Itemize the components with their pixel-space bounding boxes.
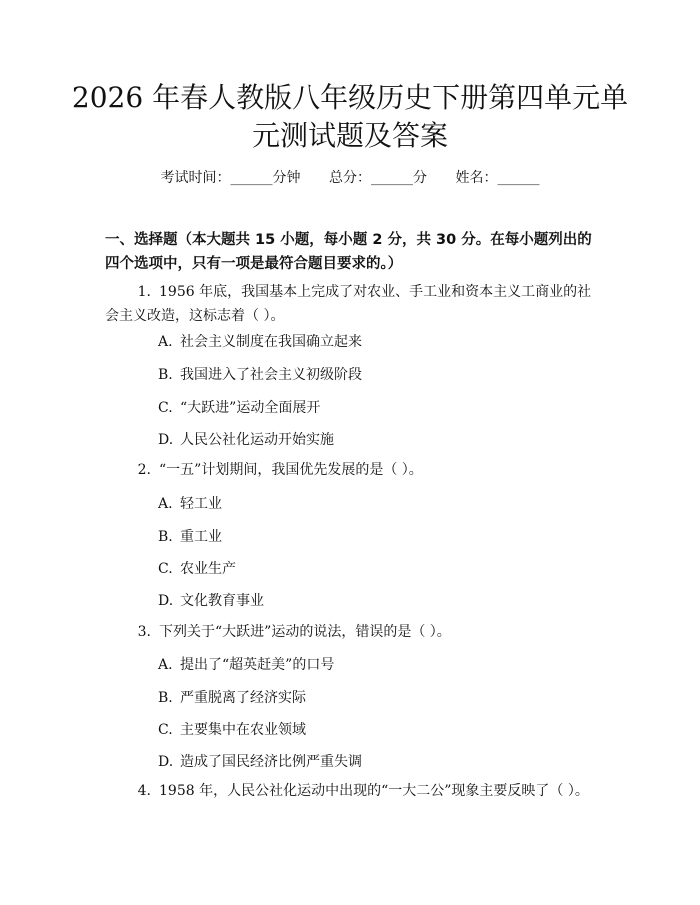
option-letter: B. [158,367,173,383]
document-title-line-2: 元测试题及答案 [251,119,448,152]
question-stem: 下列关于“大跃进”运动的说法，错误的是（ ）。 [159,624,451,640]
question-number: 4. [137,783,151,799]
option-text: 文化教育事业 [180,593,264,609]
option-letter: A. [158,334,173,350]
option-text: 我国进入了社会主义初级阶段 [180,367,362,383]
question-1-option-c [158,398,320,418]
option-text: 严重脱离了经济实际 [180,690,306,706]
question-1-option-a [158,332,362,352]
option-text: 主要集中在农业领域 [180,722,306,738]
question-2 [105,458,595,482]
question-stem: 1956 年底，我国基本上完成了对农业、手工业和资本主义工商业的社会主义改造，这标志着（ ）。 [105,284,592,324]
student-name-label: 姓名： [455,170,498,186]
option-letter: C. [158,561,173,577]
option-letter: A. [158,496,173,512]
option-text: 造成了国民经济比例严重失调 [180,754,362,770]
question-1-option-d [158,430,334,450]
question-2-option-a [158,494,222,514]
question-3-option-a [158,655,334,675]
question-3 [105,620,595,644]
option-letter: A. [158,657,173,673]
option-text: 重工业 [180,529,222,545]
option-letter: C. [158,400,173,416]
option-text: 提出了“超英赶美”的口号 [180,657,335,673]
option-letter: B. [158,690,173,706]
question-stem: 1958 年，人民公社化运动中出现的“一大二公”现象主要反映了（ ）。 [159,783,589,799]
exam-info-line [0,168,700,188]
question-number: 1. [137,284,151,300]
question-number: 2. [137,462,151,478]
student-name-field [455,170,539,186]
exam-time-blank: ______ [230,170,273,186]
option-letter: D. [158,432,174,448]
question-2-option-d [158,591,264,611]
exam-time-unit: 分钟 [272,170,301,186]
question-3-option-d [158,752,362,772]
document-title-line-1: 2026 年春人教版八年级历史下册第四单元单 [71,81,629,114]
exam-time-label: 考试时间： [160,170,231,186]
question-number: 3. [137,624,151,640]
option-letter: B. [158,529,173,545]
question-4 [105,779,605,803]
section-heading: 一、选择题（本大题共 15 小题，每小题 2 分，共 30 分。在每小题列出的四个选项中，只有一项是最符合题目要求的。） [105,232,592,272]
student-name-blank: ______ [497,170,540,186]
option-letter: D. [158,593,174,609]
question-3-option-b [158,688,306,708]
option-letter: D. [158,754,174,770]
question-1 [105,280,595,328]
option-text: 社会主义制度在我国确立起来 [180,334,362,350]
total-score-blank: ______ [371,170,413,186]
question-stem: “一五”计划期间，我国优先发展的是（ ）。 [159,462,423,478]
total-score-unit: 分 [413,170,427,186]
question-2-option-c [158,559,236,579]
exam-time-field [161,170,301,186]
total-score-field [329,170,427,186]
option-text: 人民公社化运动开始实施 [180,432,334,448]
option-text: 农业生产 [180,561,236,577]
option-text: 轻工业 [180,496,222,512]
question-3-option-c [158,720,306,740]
question-1-option-b [158,365,362,385]
option-letter: C. [158,722,173,738]
option-text: “大跃进”运动全面展开 [180,400,321,416]
question-2-option-b [158,527,222,547]
total-score-label: 总分： [329,170,371,186]
